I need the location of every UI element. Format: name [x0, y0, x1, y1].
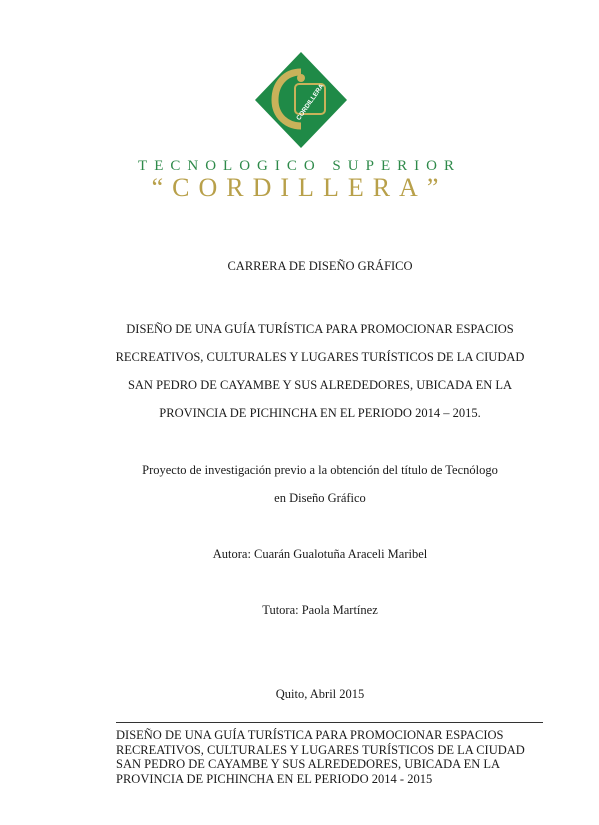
footer-line: SAN PEDRO DE CAYAMBE Y SUS ALREDEDORES, UBICADA EN LA — [116, 757, 501, 771]
footer-line: DISEÑO DE UNA GUÍA TURÍSTICA PARA PROMOCIONAR ESPACIOS — [116, 728, 504, 742]
footer-divider — [116, 722, 543, 723]
footer-title — [116, 728, 556, 786]
author: Autora: Cuarán Gualotuña Araceli Maribel — [212, 547, 428, 561]
title-line: SAN PEDRO DE CAYAMBE Y SUS ALREDEDORES, UBICADA EN LA — [127, 378, 513, 392]
footer-line: PROVINCIA DE PICHINCHA EN EL PERIODO 2014 - 2015 — [116, 771, 433, 786]
title-line: PROVINCIA DE PICHINCHA EN EL PERIODO 2014 – 2015. — [159, 406, 481, 420]
institution-logo — [255, 52, 347, 152]
footer-line: RECREATIVOS, CULTURALES Y LUGARES TURÍSTICOS DE LA CIUDAD — [116, 742, 525, 757]
project-description: en Diseño Gráfico — [274, 491, 366, 505]
institution-name-line2: “CORDILLERA” — [151, 173, 448, 202]
tutor: Tutora: Paola Martínez — [262, 603, 378, 617]
logo-text: CORDILLERA — [295, 82, 326, 122]
title-line: RECREATIVOS, CULTURALES Y LUGARES TURÍSTICOS DE LA CIUDAD — [115, 350, 525, 364]
project-description: Proyecto de investigación previo a la obtención del título de Tecnólogo — [142, 463, 498, 477]
place-date: Quito, Abril 2015 — [275, 687, 365, 701]
institution-name-line1: TECNOLOGICO SUPERIOR — [138, 158, 461, 174]
title-line: DISEÑO DE UNA GUÍA TURÍSTICA PARA PROMOCIONAR ESPACIOS — [126, 322, 514, 336]
career-name: CARRERA DE DISEÑO GRÁFICO — [227, 259, 413, 273]
